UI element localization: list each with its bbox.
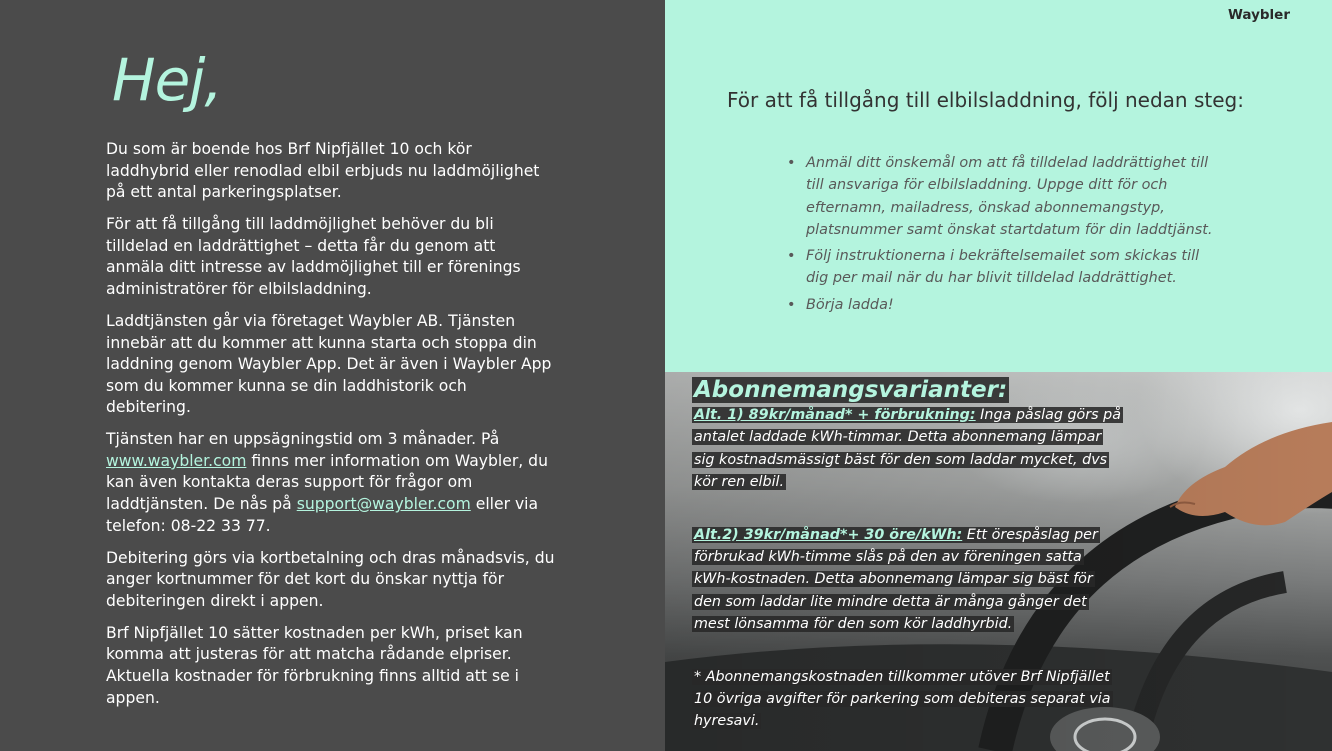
alt1-text: Inga påslag görs på antalet laddade kWh-timmar. Detta abonnemang lämpar sig kostnadsmässigt bäst för den som laddar mycket, dvs kör ren elbil. xyxy=(694,407,1122,491)
paragraph-pricing: Brf Nipfjället 10 sätter kostnaden per kWh, priset kan komma att justeras för att matcha rådande elpriser. Aktuella kostnader för förbrukning finns alltid att se i appen. xyxy=(106,623,523,707)
paragraph-service: Laddtjänsten går via företaget Waybler AB. Tjänsten innebär att du kommer att kunna starta och stoppa din laddning genom Waybler App. Det är även i Waybler App som du kommer kunna se din laddhistorik och debitering. xyxy=(106,311,552,417)
paragraph-contact xyxy=(106,429,556,537)
subscriptions-text xyxy=(692,376,1122,733)
left-panel xyxy=(0,0,665,751)
steps-title: För att få tillgång till elbilsladdning, följ nedan steg: xyxy=(727,88,1244,112)
step-item: • Börja ladda! xyxy=(787,294,1217,316)
steps-panel xyxy=(665,0,1332,372)
info-text xyxy=(106,139,556,720)
contact-text-a: Tjänsten har en uppsägningstid om 3 månader. På xyxy=(106,430,500,449)
website-link[interactable]: www.waybler.com xyxy=(106,451,247,470)
alt2-description xyxy=(692,524,1122,636)
step-item: • Anmäl ditt önskemål om att få tilldelad laddrättighet till till ansvariga för elbilsladdning. Uppge ditt för och efternamn, mailadress, önskad abonnemangstyp, platsnummer samt önskat startdatum för din laddtjänst. xyxy=(787,152,1217,241)
alt2-text: Ett örespåslag per förbrukad kWh-timme slås på den av föreningen satta kWh-kostnaden. Detta abonnemang lämpar sig bäst för den som laddar lite mindre detta är många gånger det mest lönsamma för den som kör laddhyrbid. xyxy=(694,526,1098,633)
subscriptions-title: Abonnemangsvarianter: xyxy=(694,377,1008,403)
step-item: • Följ instruktionerna i bekräftelsemailet som skickas till dig per mail när du har blivit tilldelad laddrättighet. xyxy=(787,245,1217,290)
paragraph-intro: Du som är boende hos Brf Nipfjället 10 och kör laddhybrid eller renodlad elbil erbjuds nu laddmöjlighet på ett antal parkeringsplatser. xyxy=(106,140,540,202)
support-email-link[interactable]: support@waybler.com xyxy=(296,495,471,514)
subscriptions-panel xyxy=(665,372,1332,751)
alt1-description xyxy=(692,404,1122,494)
steps-list xyxy=(787,152,1217,320)
waybler-logo: Waybler xyxy=(1227,7,1290,23)
paragraph-billing: Debitering görs via kortbetalning och dras månadsvis, du anger kortnummer för det kort du önskar nyttja för debiteringen direkt i appen. xyxy=(106,548,555,610)
alt1-label: Alt. 1) 89kr/månad* + förbrukning: xyxy=(694,407,976,423)
contact-text-c: eller via telefon: 08-22 33 77. xyxy=(106,495,539,535)
paragraph-access: För att få tillgång till laddmöjlighet behöver du bli tilldelad en laddrättighet – detta får du genom att anmäla ditt intresse av laddmöjlighet till er förenings administratörer för elbilsladdning. xyxy=(106,215,521,298)
alt2-label: Alt.2) 39kr/månad*+ 30 öre/kWh: xyxy=(694,526,963,543)
greeting-heading: Hej, xyxy=(112,46,222,114)
contact-text-b: finns mer information om Waybler, du kan även kontakta deras support för frågor om laddtjänsten. De nås på xyxy=(106,451,548,514)
subscription-footnote: * Abonnemangskostnaden tillkommer utöver Brf Nipfjället 10 övriga avgifter för parkering som debiteras separat via hyresavi. xyxy=(694,668,1111,730)
